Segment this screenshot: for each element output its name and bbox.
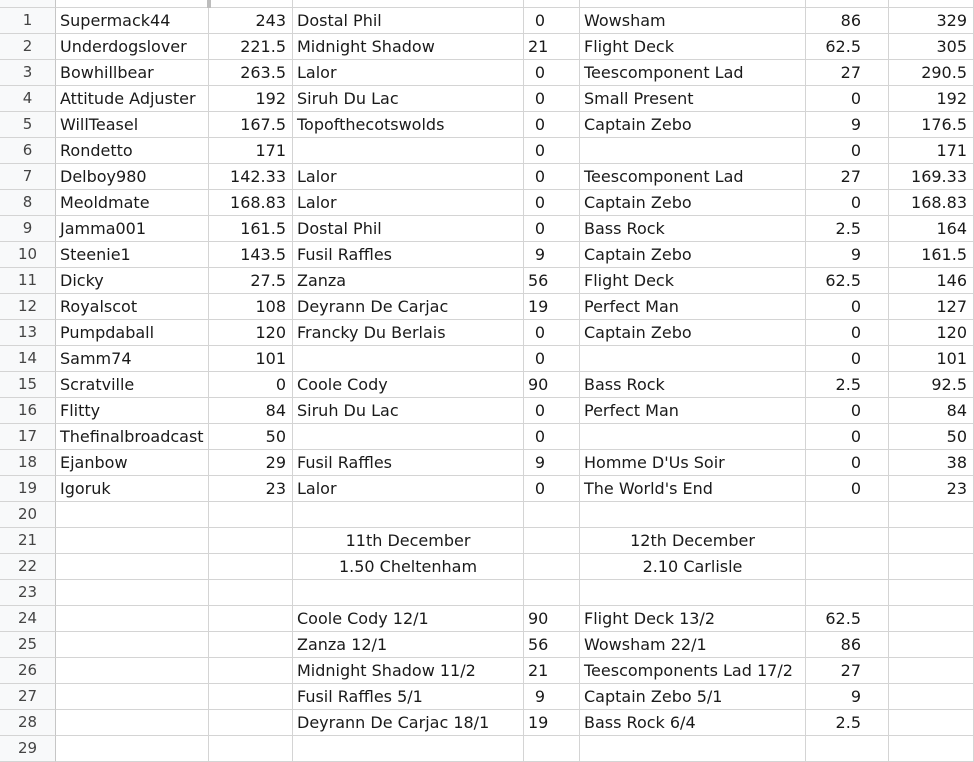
cell-horse-2-points[interactable]: 2.5: [806, 710, 889, 736]
row-header[interactable]: 9: [0, 216, 56, 242]
cell-total[interactable]: [889, 554, 974, 580]
cell-total[interactable]: 161.5: [889, 242, 974, 268]
row-header[interactable]: 13: [0, 320, 56, 346]
cell-horse-1-points[interactable]: 21: [524, 34, 580, 60]
cell-horse-1-points[interactable]: 9: [524, 684, 580, 710]
cell-horse-1-points[interactable]: 21: [524, 658, 580, 684]
cell-horse-2-points[interactable]: 0: [806, 294, 889, 320]
cell-horse-2[interactable]: Flight Deck: [580, 34, 806, 60]
cell-horse-1[interactable]: Francky Du Berlais: [293, 320, 524, 346]
cell-horse-1[interactable]: [293, 736, 524, 762]
cell-player[interactable]: WillTeasel: [56, 112, 209, 138]
cell-horse-1[interactable]: 11th December: [293, 528, 524, 554]
table-row: [0, 632, 974, 658]
row-header[interactable]: 23: [0, 580, 56, 606]
cell-horse-2[interactable]: The World's End: [580, 476, 806, 502]
row-header[interactable]: 7: [0, 164, 56, 190]
cell-horse-1-points[interactable]: [524, 502, 580, 528]
cell-total[interactable]: [889, 632, 974, 658]
cell-player[interactable]: Bowhillbear: [56, 60, 209, 86]
cell-horse-2[interactable]: Bass Rock: [580, 372, 806, 398]
cell-horse-1[interactable]: [293, 424, 524, 450]
cell-horse-1[interactable]: Midnight Shadow: [293, 34, 524, 60]
table-row: [0, 294, 974, 320]
row-header[interactable]: 1: [0, 8, 56, 34]
cell-points-before[interactable]: [209, 710, 293, 736]
table-row: [0, 684, 974, 710]
cell-player[interactable]: [56, 580, 209, 606]
cell-player[interactable]: Igoruk: [56, 476, 209, 502]
cell-horse-2[interactable]: [580, 502, 806, 528]
cell-horse-1[interactable]: Fusil Raffles: [293, 242, 524, 268]
cell-horse-1[interactable]: Midnight Shadow 11/2: [293, 658, 524, 684]
cell-player[interactable]: Dicky: [56, 268, 209, 294]
cell-horse-1-points[interactable]: 0: [524, 346, 580, 372]
cell-horse-2-points[interactable]: 0: [806, 476, 889, 502]
cell-horse-2[interactable]: Wowsham: [580, 8, 806, 34]
cell-player[interactable]: [56, 606, 209, 632]
cell-total[interactable]: 192: [889, 86, 974, 112]
cell-horse-1-points[interactable]: 0: [524, 60, 580, 86]
cell-horse-1-points[interactable]: 90: [524, 372, 580, 398]
cell-points-before[interactable]: 243: [209, 8, 293, 34]
row-header[interactable]: 17: [0, 424, 56, 450]
cell-horse-1-points[interactable]: 0: [524, 112, 580, 138]
cell-horse-1[interactable]: Siruh Du Lac: [293, 398, 524, 424]
table-row: [0, 86, 974, 112]
table-row: [0, 554, 974, 580]
cell-horse-2[interactable]: Captain Zebo: [580, 320, 806, 346]
cell-horse-2[interactable]: Homme D'Us Soir: [580, 450, 806, 476]
cell-horse-1[interactable]: Coole Cody: [293, 372, 524, 398]
cell-player[interactable]: [56, 554, 209, 580]
table-row: [0, 398, 974, 424]
table-row: [0, 190, 974, 216]
table-row: [0, 138, 974, 164]
cell-horse-2[interactable]: Teescomponents Lad 17/2: [580, 658, 806, 684]
cell-horse-1[interactable]: [293, 138, 524, 164]
cell-total[interactable]: 23: [889, 476, 974, 502]
table-row: [0, 658, 974, 684]
cell-horse-2[interactable]: Captain Zebo: [580, 112, 806, 138]
cell-points-before[interactable]: 161.5: [209, 216, 293, 242]
cell-player[interactable]: Ejanbow: [56, 450, 209, 476]
cell-total[interactable]: 120: [889, 320, 974, 346]
cell-total[interactable]: 84: [889, 398, 974, 424]
cell-horse-1[interactable]: Lalor: [293, 60, 524, 86]
cell-points-before[interactable]: [209, 632, 293, 658]
cell-horse-1-points[interactable]: 0: [524, 216, 580, 242]
cell-horse-2-points[interactable]: 62.5: [806, 34, 889, 60]
row-header[interactable]: 16: [0, 398, 56, 424]
cell-horse-2[interactable]: [580, 346, 806, 372]
table-row: [0, 710, 974, 736]
cell-player[interactable]: Thefinalbroadcast: [56, 424, 209, 450]
row-header[interactable]: 8: [0, 190, 56, 216]
sheet-top-edge: [0, 0, 974, 8]
cell-total[interactable]: 101: [889, 346, 974, 372]
cell-total[interactable]: 146: [889, 268, 974, 294]
cell-points-before[interactable]: 120: [209, 320, 293, 346]
cell-points-before[interactable]: 27.5: [209, 268, 293, 294]
cell-horse-2-points[interactable]: 9: [806, 242, 889, 268]
table-row: [0, 476, 974, 502]
cell-horse-1-points[interactable]: 9: [524, 450, 580, 476]
cell-horse-2[interactable]: Perfect Man: [580, 294, 806, 320]
cell-player[interactable]: [56, 658, 209, 684]
cell-horse-2-points[interactable]: 86: [806, 8, 889, 34]
cell-horse-2-points[interactable]: 0: [806, 424, 889, 450]
cell-horse-2[interactable]: 12th December: [580, 528, 806, 554]
cell-total[interactable]: 176.5: [889, 112, 974, 138]
cell-horse-2-points[interactable]: 9: [806, 684, 889, 710]
cell-player[interactable]: Samm74: [56, 346, 209, 372]
cell-total[interactable]: [889, 606, 974, 632]
table-row: [0, 8, 974, 34]
cell-horse-2[interactable]: Teescomponent Lad: [580, 164, 806, 190]
cell-points-before[interactable]: 29: [209, 450, 293, 476]
cell-points-before[interactable]: [209, 580, 293, 606]
cell-total[interactable]: 329: [889, 8, 974, 34]
cell-horse-1[interactable]: Lalor: [293, 476, 524, 502]
cell-total[interactable]: [889, 580, 974, 606]
cell-horse-2[interactable]: [580, 736, 806, 762]
cell-player[interactable]: Attitude Adjuster: [56, 86, 209, 112]
cell-horse-1-points[interactable]: 9: [524, 242, 580, 268]
cell-horse-1-points[interactable]: 0: [524, 138, 580, 164]
cell-total[interactable]: 92.5: [889, 372, 974, 398]
cell-horse-2-points[interactable]: 86: [806, 632, 889, 658]
row-header[interactable]: 29: [0, 736, 56, 762]
cell-horse-2[interactable]: [580, 138, 806, 164]
cell-player[interactable]: [56, 684, 209, 710]
table-row: [0, 736, 974, 762]
cell-horse-1-points[interactable]: 0: [524, 320, 580, 346]
cell-player[interactable]: [56, 736, 209, 762]
cell-horse-2-points[interactable]: 2.5: [806, 216, 889, 242]
cell-player[interactable]: Royalscot: [56, 294, 209, 320]
cell-horse-1-points[interactable]: 0: [524, 476, 580, 502]
cell-player[interactable]: Flitty: [56, 398, 209, 424]
cell-horse-2-points[interactable]: [806, 502, 889, 528]
cell-points-before[interactable]: [209, 606, 293, 632]
table-row: [0, 112, 974, 138]
cell-horse-1[interactable]: [293, 346, 524, 372]
table-row: [0, 372, 974, 398]
cell-horse-2-points[interactable]: 0: [806, 450, 889, 476]
cell-horse-1-points[interactable]: [524, 554, 580, 580]
cell-total[interactable]: 305: [889, 34, 974, 60]
row-header[interactable]: 11: [0, 268, 56, 294]
cell-horse-1[interactable]: [293, 502, 524, 528]
cell-horse-2-points[interactable]: 0: [806, 190, 889, 216]
cell-player[interactable]: Jamma001: [56, 216, 209, 242]
cell-horse-1-points[interactable]: 19: [524, 710, 580, 736]
cell-player[interactable]: Meoldmate: [56, 190, 209, 216]
cell-points-before[interactable]: 23: [209, 476, 293, 502]
table-row: [0, 606, 974, 632]
table-row: [0, 424, 974, 450]
cell-total[interactable]: 168.83: [889, 190, 974, 216]
frozen-column-divider[interactable]: [207, 0, 211, 8]
cell-points-before[interactable]: 108: [209, 294, 293, 320]
cell-horse-1-points[interactable]: 0: [524, 86, 580, 112]
cell-horse-1[interactable]: Deyrann De Carjac: [293, 294, 524, 320]
cell-player[interactable]: [56, 710, 209, 736]
cell-points-before[interactable]: 192: [209, 86, 293, 112]
cell-horse-2-points[interactable]: 0: [806, 320, 889, 346]
cell-total[interactable]: 290.5: [889, 60, 974, 86]
cell-horse-1[interactable]: Fusil Raffles 5/1: [293, 684, 524, 710]
cell-horse-2[interactable]: Bass Rock 6/4: [580, 710, 806, 736]
cell-total[interactable]: [889, 502, 974, 528]
cell-player[interactable]: Steenie1: [56, 242, 209, 268]
cell-horse-1[interactable]: Fusil Raffles: [293, 450, 524, 476]
table-row: [0, 268, 974, 294]
cell-points-before[interactable]: [209, 684, 293, 710]
cell-points-before[interactable]: [209, 528, 293, 554]
cell-horse-1[interactable]: Lalor: [293, 190, 524, 216]
cell-horse-1[interactable]: Deyrann De Carjac 18/1: [293, 710, 524, 736]
cell-horse-1[interactable]: Siruh Du Lac: [293, 86, 524, 112]
cell-horse-1-points[interactable]: 90: [524, 606, 580, 632]
cell-points-before[interactable]: 263.5: [209, 60, 293, 86]
row-header[interactable]: 27: [0, 684, 56, 710]
row-header[interactable]: 5: [0, 112, 56, 138]
cell-horse-2-points[interactable]: [806, 554, 889, 580]
row-header[interactable]: 10: [0, 242, 56, 268]
cell-total[interactable]: [889, 658, 974, 684]
cell-total[interactable]: 127: [889, 294, 974, 320]
cell-points-before[interactable]: 50: [209, 424, 293, 450]
row-header[interactable]: 25: [0, 632, 56, 658]
table-row: [0, 528, 974, 554]
row-header[interactable]: 24: [0, 606, 56, 632]
cell-player[interactable]: [56, 502, 209, 528]
cell-horse-1[interactable]: Dostal Phil: [293, 216, 524, 242]
row-header[interactable]: 18: [0, 450, 56, 476]
cell-total[interactable]: 169.33: [889, 164, 974, 190]
cell-horse-2-points[interactable]: 62.5: [806, 606, 889, 632]
table-row: [0, 580, 974, 606]
cell-player[interactable]: Scratville: [56, 372, 209, 398]
cell-horse-2-points[interactable]: 0: [806, 346, 889, 372]
cell-horse-1-points[interactable]: [524, 736, 580, 762]
cell-points-before[interactable]: 84: [209, 398, 293, 424]
table-row: [0, 34, 974, 60]
cell-points-before[interactable]: [209, 736, 293, 762]
cell-player[interactable]: Pumpdaball: [56, 320, 209, 346]
cell-horse-2-points[interactable]: [806, 580, 889, 606]
cell-horse-2[interactable]: 2.10 Carlisle: [580, 554, 806, 580]
cell-horse-1-points[interactable]: 0: [524, 8, 580, 34]
cell-total[interactable]: [889, 684, 974, 710]
row-header[interactable]: 21: [0, 528, 56, 554]
cell-player[interactable]: Underdogslover: [56, 34, 209, 60]
cell-horse-1-points[interactable]: 56: [524, 268, 580, 294]
cell-horse-1[interactable]: Topofthecotswolds: [293, 112, 524, 138]
cell-horse-1-points[interactable]: 19: [524, 294, 580, 320]
cell-horse-1-points[interactable]: 0: [524, 424, 580, 450]
cell-points-before[interactable]: 168.83: [209, 190, 293, 216]
row-header[interactable]: 20: [0, 502, 56, 528]
table-row: [0, 242, 974, 268]
cell-horse-2-points[interactable]: [806, 736, 889, 762]
cell-horse-2[interactable]: Flight Deck: [580, 268, 806, 294]
cell-horse-2-points[interactable]: 27: [806, 60, 889, 86]
cell-horse-2-points[interactable]: 27: [806, 164, 889, 190]
cell-points-before[interactable]: 167.5: [209, 112, 293, 138]
cell-horse-1-points[interactable]: [524, 580, 580, 606]
cell-horse-2[interactable]: Captain Zebo 5/1: [580, 684, 806, 710]
cell-horse-1-points[interactable]: [524, 528, 580, 554]
cell-horse-2-points[interactable]: 62.5: [806, 268, 889, 294]
cell-player[interactable]: Delboy980: [56, 164, 209, 190]
cell-points-before[interactable]: 101: [209, 346, 293, 372]
table-row: [0, 320, 974, 346]
cell-points-before[interactable]: 143.5: [209, 242, 293, 268]
row-header[interactable]: 19: [0, 476, 56, 502]
cell-player[interactable]: Rondetto: [56, 138, 209, 164]
cell-total[interactable]: 38: [889, 450, 974, 476]
cell-points-before[interactable]: [209, 658, 293, 684]
row-header[interactable]: 6: [0, 138, 56, 164]
cell-horse-1-points[interactable]: 56: [524, 632, 580, 658]
cell-horse-2-points[interactable]: [806, 528, 889, 554]
cell-horse-2[interactable]: Wowsham 22/1: [580, 632, 806, 658]
cell-horse-2-points[interactable]: 0: [806, 138, 889, 164]
table-row: [0, 502, 974, 528]
cell-player[interactable]: [56, 528, 209, 554]
row-header[interactable]: 3: [0, 60, 56, 86]
cell-player[interactable]: [56, 632, 209, 658]
cell-points-before[interactable]: 221.5: [209, 34, 293, 60]
cell-horse-1[interactable]: [293, 580, 524, 606]
row-header[interactable]: 14: [0, 346, 56, 372]
cell-total[interactable]: 171: [889, 138, 974, 164]
cell-total[interactable]: 164: [889, 216, 974, 242]
cell-horse-2-points[interactable]: 2.5: [806, 372, 889, 398]
row-header[interactable]: 26: [0, 658, 56, 684]
cell-total[interactable]: 50: [889, 424, 974, 450]
cell-horse-2[interactable]: Bass Rock: [580, 216, 806, 242]
cell-horse-2[interactable]: Captain Zebo: [580, 190, 806, 216]
cell-horse-1[interactable]: 1.50 Cheltenham: [293, 554, 524, 580]
cell-horse-2-points[interactable]: 9: [806, 112, 889, 138]
row-header[interactable]: 22: [0, 554, 56, 580]
table-row: [0, 164, 974, 190]
cell-points-before[interactable]: 171: [209, 138, 293, 164]
row-header[interactable]: 12: [0, 294, 56, 320]
row-header[interactable]: 28: [0, 710, 56, 736]
cell-horse-1[interactable]: Zanza 12/1: [293, 632, 524, 658]
cell-horse-2-points[interactable]: 27: [806, 658, 889, 684]
row-header[interactable]: 15: [0, 372, 56, 398]
table-row: [0, 60, 974, 86]
cell-total[interactable]: [889, 710, 974, 736]
cell-points-before[interactable]: [209, 502, 293, 528]
table-row: [0, 450, 974, 476]
cell-horse-2-points[interactable]: 0: [806, 398, 889, 424]
cell-horse-1[interactable]: Coole Cody 12/1: [293, 606, 524, 632]
cell-horse-1[interactable]: Dostal Phil: [293, 8, 524, 34]
row-header[interactable]: 4: [0, 86, 56, 112]
cell-horse-1[interactable]: Lalor: [293, 164, 524, 190]
row-header[interactable]: 2: [0, 34, 56, 60]
cell-points-before[interactable]: 0: [209, 372, 293, 398]
cell-horse-2[interactable]: Perfect Man: [580, 398, 806, 424]
cell-horse-1-points[interactable]: 0: [524, 398, 580, 424]
cell-horse-1[interactable]: Zanza: [293, 268, 524, 294]
cell-player[interactable]: Supermack44: [56, 8, 209, 34]
cell-horse-2[interactable]: Teescomponent Lad: [580, 60, 806, 86]
cell-points-before[interactable]: 142.33: [209, 164, 293, 190]
cell-horse-2[interactable]: Small Present: [580, 86, 806, 112]
table-row: [0, 216, 974, 242]
cell-horse-1-points[interactable]: 0: [524, 164, 580, 190]
cell-horse-2-points[interactable]: 0: [806, 86, 889, 112]
cell-horse-2[interactable]: Flight Deck 13/2: [580, 606, 806, 632]
cell-horse-2[interactable]: [580, 580, 806, 606]
cell-horse-2[interactable]: [580, 424, 806, 450]
cell-points-before[interactable]: [209, 554, 293, 580]
table-row: [0, 346, 974, 372]
cell-total[interactable]: [889, 528, 974, 554]
cell-total[interactable]: [889, 736, 974, 762]
cell-horse-1-points[interactable]: 0: [524, 190, 580, 216]
cell-horse-2[interactable]: Captain Zebo: [580, 242, 806, 268]
